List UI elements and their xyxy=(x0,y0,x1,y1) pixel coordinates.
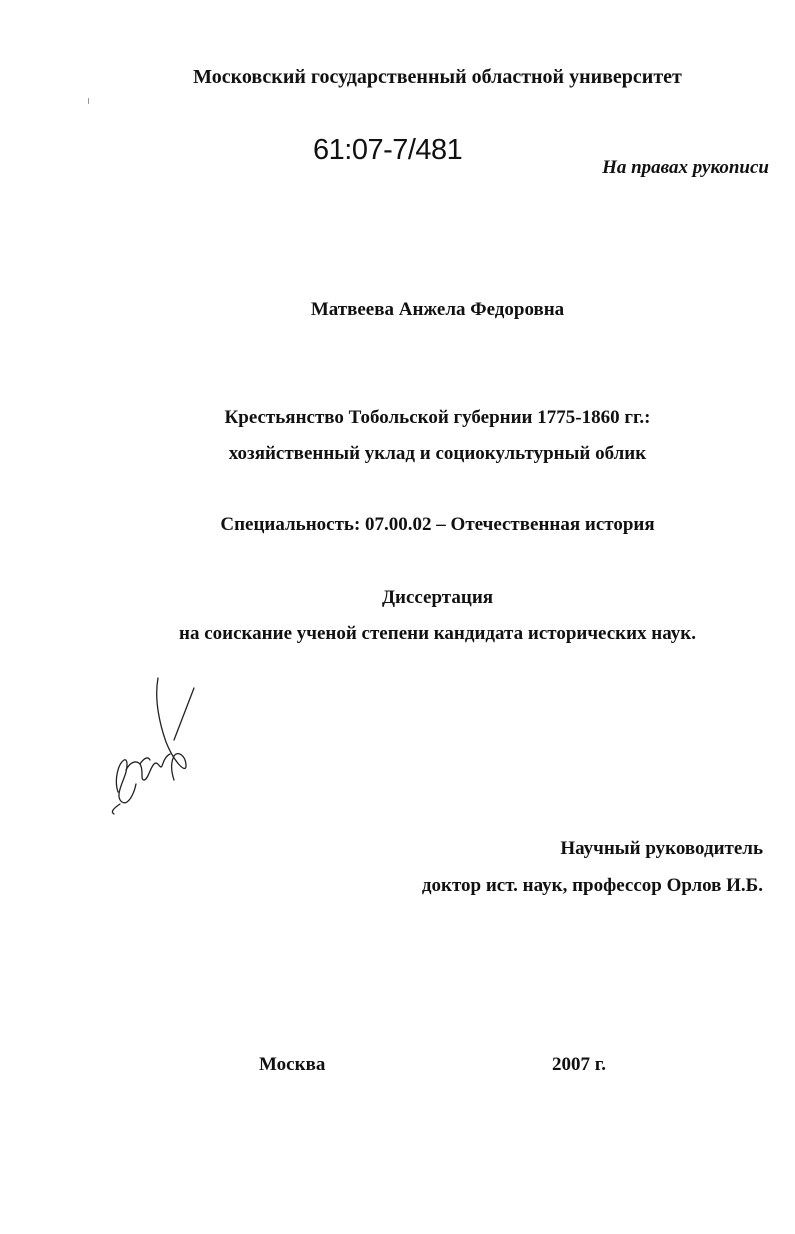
specialty-line: Специальность: 07.00.02 – Отечественная история xyxy=(220,514,655,535)
city: Москва xyxy=(259,1054,326,1075)
dissertation-title-line-2: хозяйственный уклад и социокультурный облик xyxy=(228,443,647,464)
supervisor-name: доктор ист. наук, профессор Орлов И.Б. xyxy=(421,875,763,896)
university-name: Московский государственный областной университет xyxy=(193,66,682,88)
author-name: Матвеева Анжела Федоровна xyxy=(310,299,565,320)
degree-line: на соискание ученой степени кандидата исторических наук. xyxy=(179,623,696,644)
supervisor-label: Научный руководитель xyxy=(560,838,763,859)
scan-mark xyxy=(88,98,89,104)
library-stamp-code: 61:07-7/481 xyxy=(313,134,463,166)
dissertation-title-line-1: Крестьянство Тобольской губернии 1775-1860 гг.: xyxy=(224,407,651,428)
year: 2007 г. xyxy=(552,1054,606,1075)
handwritten-signature-icon xyxy=(100,670,210,820)
manuscript-note: На правах рукописи xyxy=(602,157,769,178)
dissertation-label: Диссертация xyxy=(381,587,494,608)
